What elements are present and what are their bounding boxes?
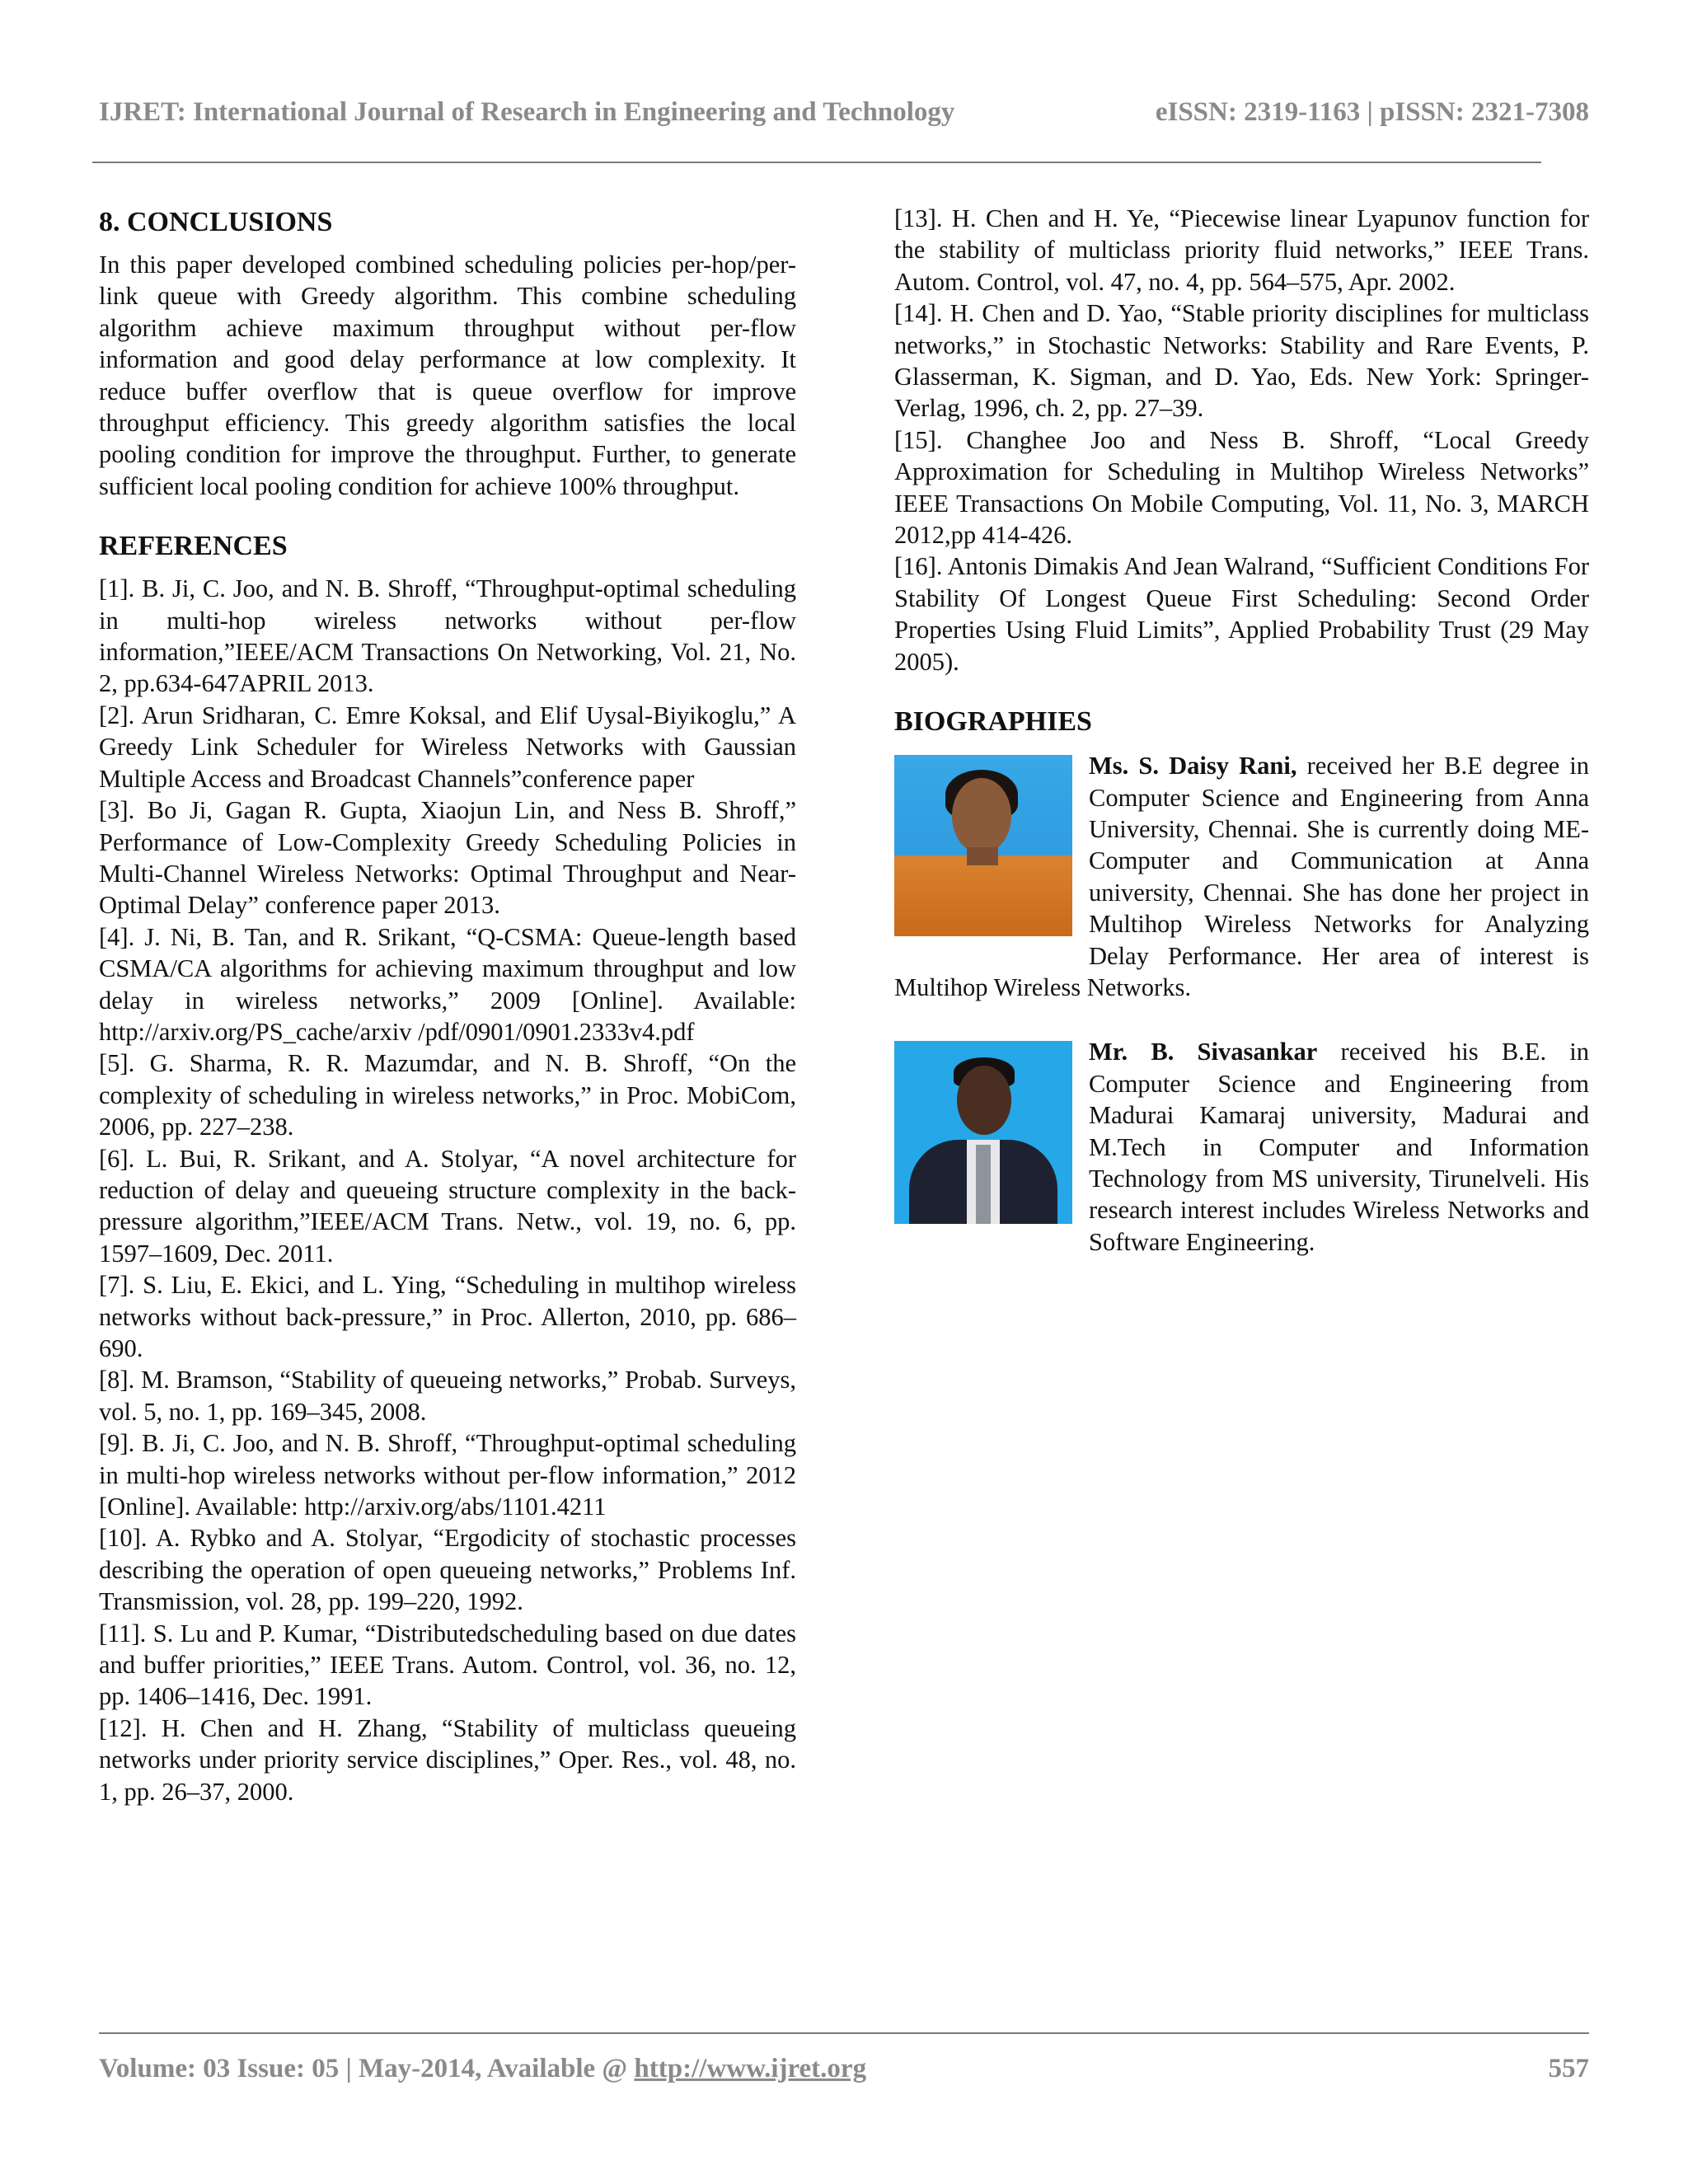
header-divider [92,162,1541,163]
issn-info: eISSN: 2319-1163 | pISSN: 2321-7308 [1155,97,1589,127]
author-name: Mr. B. Sivasankar [1089,1038,1318,1066]
author-photo [894,755,1072,936]
reference-item: [5]. G. Sharma, R. R. Mazumdar, and N. B. Shroff, “On the complexity of scheduling in wireless networks,” in Proc. MobiCom, 2006, pp. 227–238. [99,1049,796,1141]
conclusions-text: In this paper developed combined scheduling policies per-hop/per-link queue with Greedy algorithm. This combine scheduling algorithm achieve maximum throughput without per-flow information and good delay performance at low complexity. It reduce buffer overflow that is queue overflow for improve throughput efficiency. This greedy algorithm satisfies the local pooling condition for improve the throughput. Further, to generate sufficient local pooling condition for achieve 100% throughput. [99,251,796,500]
references-heading: REFERENCES [99,531,288,562]
page-number: 557 [1548,2054,1589,2083]
biography-text: Ms. S. Daisy Rani, received her B.E degree in Computer Science and Engineering from Anna University, Chennai. She is currently doing ME-Computer and Communication at Anna university, Chennai. She has done her project in Multihop Wireless Networks for Analyzing Delay Performance. Her area of interest is Multihop Wireless Networks. [894,752,1589,1001]
page-header [99,97,1589,134]
reference-item: [11]. S. Lu and P. Kumar, “Distributedscheduling based on due dates and buffer priorities,” IEEE Trans. Autom. Control, vol. 36, no. 12, pp. 1406–1416, Dec. 1991. [99,1619,796,1711]
reference-item: [10]. A. Rybko and A. Stolyar, “Ergodicity of stochastic processes describing the operation of open queueing networks,” Problems Inf. Transmission, vol. 28, pp. 199–220, 1992. [99,1524,796,1616]
right-column [894,203,1589,1258]
journal-title: IJRET: International Journal of Research in Engineering and Technology [99,97,955,127]
reference-item: [14]. H. Chen and D. Yao, “Stable priority disciplines for multiclass networks,” in Stochastic Networks: Stability and Rare Events, P. Glasserman, K. Sigman, and D. Yao, Eds. New York: Springer-Verlag, 1996, ch. 2, pp. 27–39. [894,299,1589,423]
reference-item: [6]. L. Bui, R. Srikant, and A. Stolyar, “A novel architecture for reduction of delay and queueing structure complexity in the back-pressure algorithm,”IEEE/ACM Trans. Netw., vol. 19, no. 6, pp. 1597–1609, Dec. 2011. [99,1144,796,1268]
page-footer [99,2054,1589,2090]
reference-item: [8]. M. Bramson, “Stability of queueing networks,” Probab. Surveys, vol. 5, no. 1, pp. 169–345, 2008. [99,1366,796,1426]
author-name: Ms. S. Daisy Rani, [1089,752,1297,780]
reference-item: [2]. Arun Sridharan, C. Emre Koksal, and Elif Uysal-Biyikoglu,” A Greedy Link Scheduler for Wireless Networks with Gaussian Multiple Access and Broadcast Channels”conference paper [99,701,796,793]
conclusions-heading: 8. CONCLUSIONS [99,207,333,237]
author-photo [894,1041,1072,1224]
reference-item: [13]. H. Chen and H. Ye, “Piecewise linear Lyapunov function for the stability of multiclass priority fluid networks,” IEEE Trans. Autom. Control, vol. 47, no. 4, pp. 564–575, Apr. 2002. [894,204,1589,296]
biographies-heading: BIOGRAPHIES [894,706,1092,738]
reference-item: [15]. Changhee Joo and Ness B. Shroff, “Local Greedy Approximation for Scheduling in Multihop Wireless Networks” IEEE Transactions On Mobile Computing, Vol. 11, No. 3, MARCH 2012,pp 414-426. [894,425,1589,550]
reference-item: [9]. B. Ji, C. Joo, and N. B. Shroff, “Throughput-optimal scheduling in multi-hop wireless networks without per-flow information,” 2012 [Online]. Available: http://arxiv.org/abs/1101.4211 [99,1429,796,1521]
footer-volume: Volume: 03 Issue: 05 | May-2014, Available @ http://www.ijret.org [99,2054,867,2083]
biography-daisy-rani [894,750,1589,1003]
reference-item: [3]. Bo Ji, Gagan R. Gupta, Xiaojun Lin, and Ness B. Shroff,” Performance of Low-Complexity Greedy Scheduling Policies in Multi-Channel Wireless Networks: Optimal Throughput and Near-Optimal Delay” conference paper 2013. [99,796,796,920]
reference-item: [12]. H. Chen and H. Zhang, “Stability of multiclass queueing networks under priority service disciplines,” Oper. Res., vol. 48, no. 1, pp. 26–37, 2000. [99,1713,796,1806]
reference-item: [7]. S. Liu, E. Ekici, and L. Ying, “Scheduling in multihop wireless networks without back-pressure,” in Proc. Allerton, 2010, pp. 686–690. [99,1271,796,1362]
journal-link[interactable]: http://www.ijret.org [634,2054,867,2083]
biography-text: Mr. B. Sivasankar received his B.E. in Computer Science and Engineering from Madurai Kamaraj university, Madurai and M.Tech in Computer and Information Technology from MS university, Tirunelveli. His research interest includes Wireless Networks and Software Engineering. [1089,1038,1589,1256]
reference-item: [16]. Antonis Dimakis And Jean Walrand, “Sufficient Conditions For Stability Of Longest Queue First Scheduling: Second Order Properties Using Fluid Limits”, Applied Probability Trust (29 May 2005). [894,552,1589,676]
reference-item: [4]. J. Ni, B. Tan, and R. Srikant, “Q-CSMA: Queue-length based CSMA/CA algorithms for achieving maximum throughput and low delay in wireless networks,” 2009 [Online]. Available: http://arxiv.org/PS_cache/arxiv /pdf/0901/0901.2333v4.pdf [99,922,796,1046]
biography-sivasankar [894,1036,1589,1258]
footer-divider [99,2032,1589,2034]
left-column [99,203,796,1807]
reference-item: [1]. B. Ji, C. Joo, and N. B. Shroff, “Throughput-optimal scheduling in multi-hop wireless networks without per-flow information,”IEEE/ACM Transactions On Networking, Vol. 21, No. 2, pp.634-647APRIL 2013. [99,574,796,698]
